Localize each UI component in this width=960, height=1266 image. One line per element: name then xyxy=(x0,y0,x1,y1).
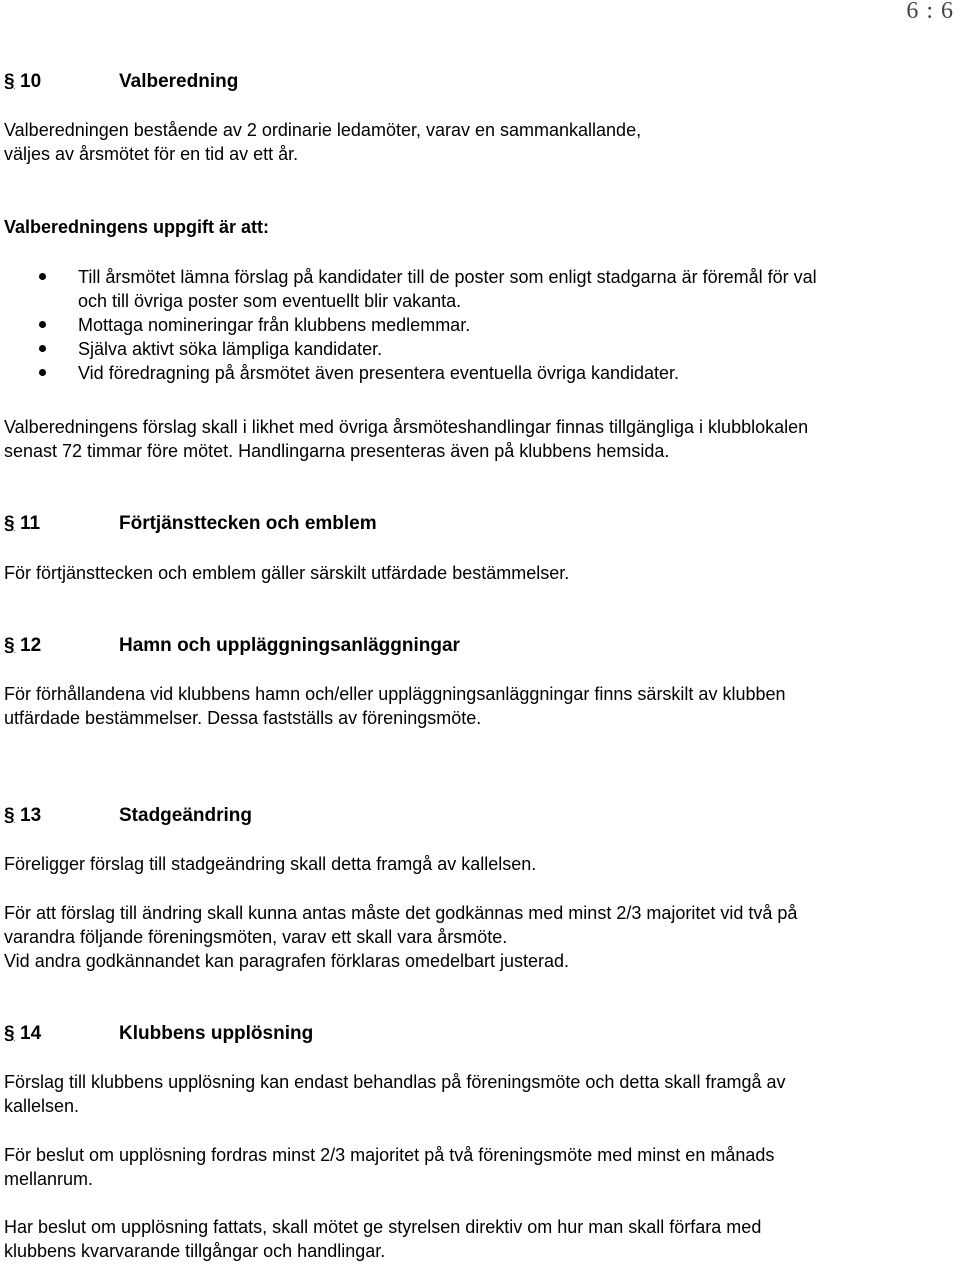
section-heading-13 xyxy=(4,804,954,828)
section-number: 10 xyxy=(20,71,42,92)
text-line: För förhållandena vid klubbens hamn och/eller uppläggningsanläggningar finns särskilt av klubben xyxy=(4,684,786,704)
text-line: Valberedningens förslag skall i likhet med övriga årsmöteshandlingar finnas tillgängliga i klubblokalen xyxy=(4,417,809,437)
text-line: kallelsen. xyxy=(4,1096,80,1116)
text-line: senast 72 timmar före mötet. Handlingarna presenteras även på klubbens hemsida. xyxy=(4,441,670,461)
section-number: 11 xyxy=(20,513,41,534)
text-line: Förslag till klubbens upplösning kan endast behandlas på föreningsmöte och detta skall framgå av xyxy=(4,1072,786,1092)
bullet-icon xyxy=(39,273,46,280)
paragraph-mark: § xyxy=(4,513,15,534)
section-title: Stadgeändring xyxy=(119,805,253,826)
section-10-intro xyxy=(4,118,954,166)
bullet-icon xyxy=(39,345,46,352)
bullet-icon xyxy=(39,321,46,328)
section-10-task-heading: Valberedningens uppgift är att: xyxy=(4,217,270,237)
list-item xyxy=(4,313,954,337)
section-10-closing xyxy=(4,415,954,463)
section-title: Hamn och uppläggningsanläggningar xyxy=(119,635,460,656)
section-14-paragraph-1 xyxy=(4,1070,954,1118)
section-number: 14 xyxy=(20,1023,42,1044)
section-number: 13 xyxy=(20,805,42,826)
section-13-paragraph-2 xyxy=(4,901,954,973)
section-heading-12 xyxy=(4,634,954,658)
paragraph-mark: § xyxy=(4,71,15,92)
section-heading-14 xyxy=(4,1022,954,1046)
text-line: Vid andra godkännandet kan paragrafen förklaras omedelbart justerad. xyxy=(4,951,570,971)
section-14-paragraph-3 xyxy=(4,1215,954,1263)
text-line: mellanrum. xyxy=(4,1169,94,1189)
bullet-icon xyxy=(39,369,46,376)
text-line: För förtjänsttecken och emblem gäller särskilt utfärdade bestämmelser. xyxy=(4,563,570,583)
paragraph-mark: § xyxy=(4,1023,15,1044)
text-line: För att förslag till ändring skall kunna antas måste det godkännas med minst 2/3 majoritet vid två på xyxy=(4,903,798,923)
text-line: För beslut om upplösning fordras minst 2/3 majoritet på två föreningsmöte med minst en månads xyxy=(4,1145,775,1165)
text-line: klubbens kvarvarande tillgångar och handlingar. xyxy=(4,1241,386,1261)
text-line: utfärdade bestämmelser. Dessa fastställs av föreningsmöte. xyxy=(4,708,482,728)
text-line: Föreligger förslag till stadgeändring skall detta framgå av kallelsen. xyxy=(4,854,537,874)
section-10-task-list xyxy=(4,265,954,385)
section-number: 12 xyxy=(20,635,42,656)
section-12-paragraph xyxy=(4,682,954,730)
list-item xyxy=(4,265,954,313)
list-item xyxy=(4,361,954,385)
text-line: väljes av årsmötet för en tid av ett år. xyxy=(4,144,299,164)
section-heading-10 xyxy=(4,70,954,94)
text-line: Till årsmötet lämna förslag på kandidater till de poster som enligt stadgarna är föremål för val xyxy=(78,267,817,287)
text-line: Valberedningen bestående av 2 ordinarie ledamöter, varav en sammankallande, xyxy=(4,120,642,140)
section-title: Valberedning xyxy=(119,71,239,92)
section-heading-11 xyxy=(4,512,954,536)
paragraph-mark: § xyxy=(4,805,15,826)
section-11-paragraph xyxy=(4,561,954,585)
text-line: och till övriga poster som eventuellt blir vakanta. xyxy=(78,291,462,311)
section-title: Klubbens upplösning xyxy=(119,1023,314,1044)
text-line: Vid föredragning på årsmötet även presentera eventuella övriga kandidater. xyxy=(78,363,680,383)
text-line: Mottaga nomineringar från klubbens medlemmar. xyxy=(78,315,471,335)
page-number: 6 : 6 xyxy=(906,0,954,24)
section-title: Förtjänsttecken och emblem xyxy=(119,513,377,534)
text-line: Själva aktivt söka lämpliga kandidater. xyxy=(78,339,383,359)
list-item xyxy=(4,337,954,361)
text-line: Har beslut om upplösning fattats, skall mötet ge styrelsen direktiv om hur man skall förfara med xyxy=(4,1217,762,1237)
text-line: varandra följande föreningsmöten, varav ett skall vara årsmöte. xyxy=(4,927,508,947)
section-13-paragraph-1 xyxy=(4,852,954,876)
paragraph-mark: § xyxy=(4,635,15,656)
section-14-paragraph-2 xyxy=(4,1143,954,1191)
